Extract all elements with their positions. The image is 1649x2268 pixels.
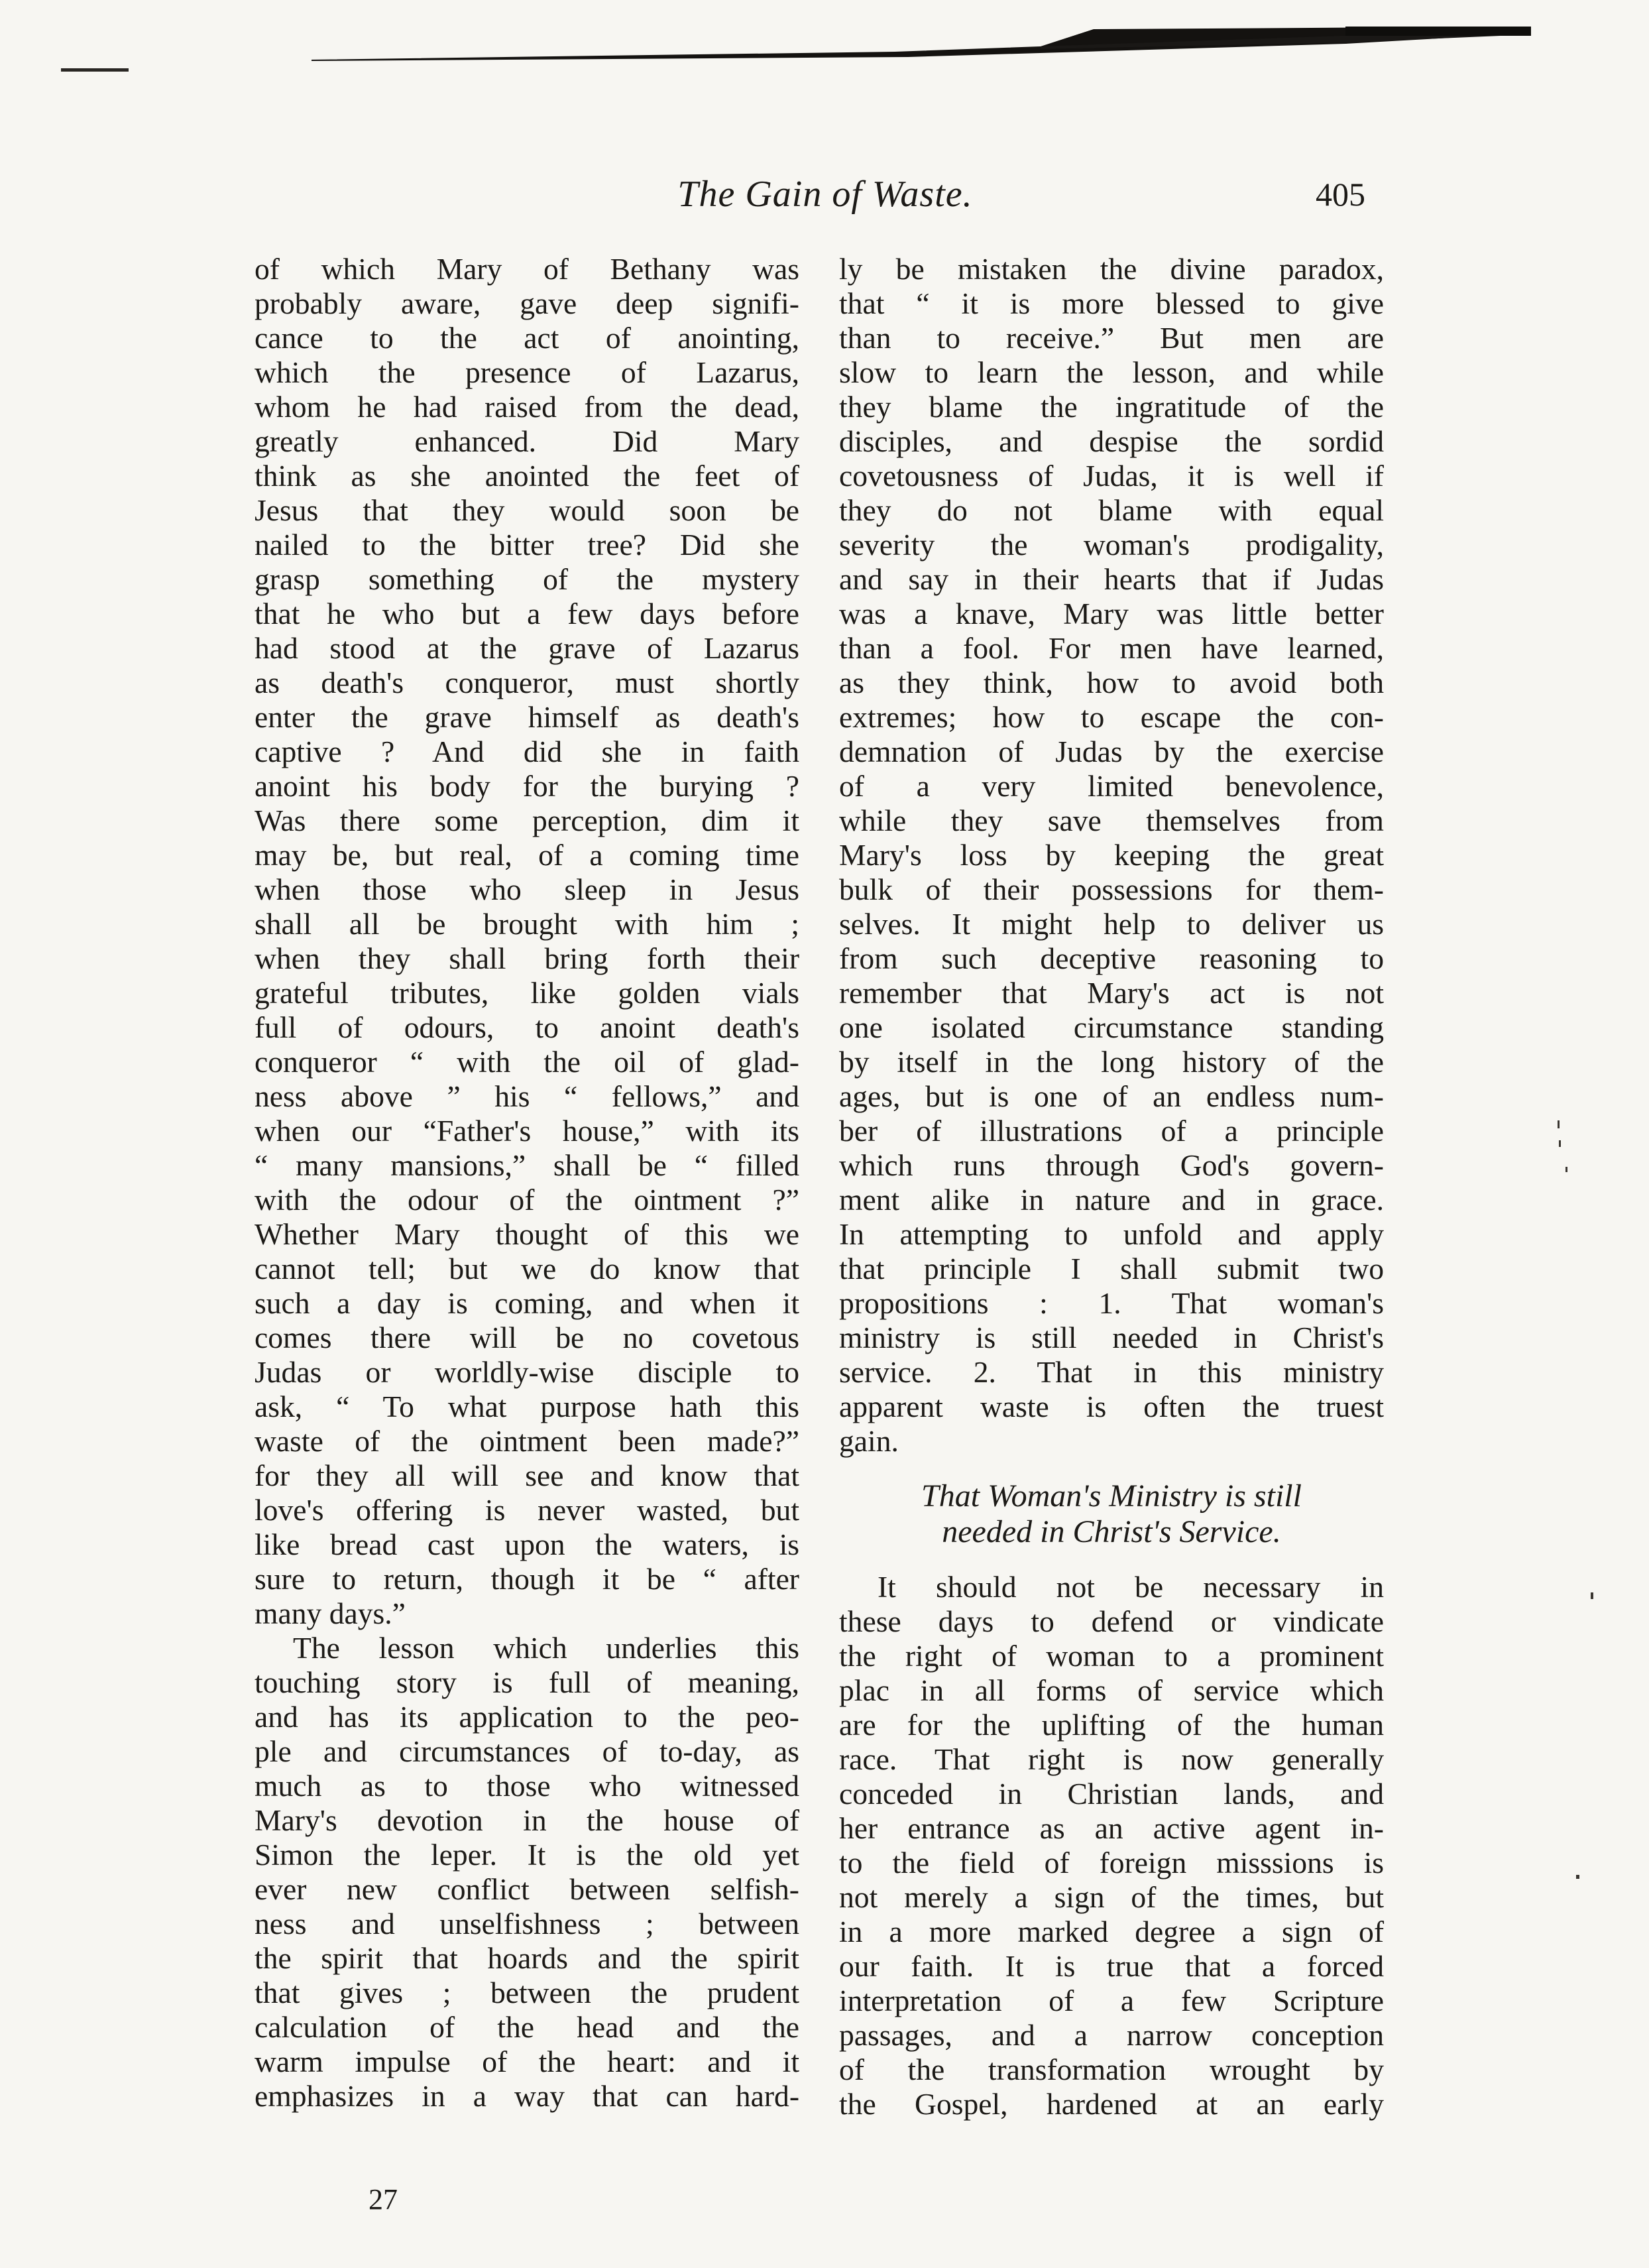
text-line: not merely a sign of the times, but	[839, 1880, 1384, 1914]
text-line: by itself in the long history of the	[839, 1045, 1384, 1079]
text-line: ness and unselfishness ; between	[255, 1907, 799, 1940]
text-line: ber of illustrations of a principle	[839, 1114, 1384, 1148]
text-line: ly be mistaken the divine paradox,	[839, 252, 1384, 286]
running-head	[0, 164, 1649, 224]
scan-speck	[1591, 1592, 1593, 1599]
text-line: sure to return, though it be “ after	[255, 1562, 799, 1596]
text-line: passages, and a narrow conception	[839, 2018, 1384, 2052]
text-line: gain.	[839, 1424, 899, 1458]
text-line: which the presence of Lazarus,	[255, 355, 799, 389]
left-paragraph-1	[255, 252, 799, 1631]
text-line: It should not be necessary in	[878, 1570, 1384, 1604]
text-line: In attempting to unfold and apply	[839, 1217, 1384, 1251]
text-line: than a fool. For men have learned,	[839, 631, 1384, 665]
signature-mark: 27	[369, 2183, 398, 2216]
text-line: anoint his body for the burying ?	[255, 769, 799, 803]
text-line: the spirit that hoards and the spirit	[255, 1941, 799, 1975]
text-line: that “ it is more blessed to give	[839, 286, 1384, 320]
text-line: propositions : 1. That woman's	[839, 1286, 1384, 1320]
text-line: from such deceptive reasoning to	[839, 941, 1384, 975]
text-line: cannot tell; but we do know that	[255, 1252, 799, 1285]
text-line: of the transformation wrought by	[839, 2053, 1384, 2086]
left-paragraph-2	[255, 1631, 799, 2114]
text-line: they blame the ingratitude of the	[839, 390, 1384, 424]
text-line: ages, but is one of an endless num-	[839, 1079, 1384, 1113]
section-heading-line: needed in Christ's Service.	[942, 1514, 1281, 1549]
text-line: Judas or worldly-wise disciple to	[255, 1355, 799, 1389]
text-line: to the field of foreign misssions is	[839, 1846, 1384, 1880]
text-line: plac in all forms of service which	[839, 1673, 1384, 1707]
text-line: these days to defend or vindicate	[839, 1604, 1384, 1638]
text-line: Jesus that they would soon be	[255, 493, 799, 527]
text-line: service. 2. That in this ministry	[839, 1355, 1384, 1389]
scan-speck	[1565, 1167, 1567, 1172]
text-line: her entrance as an active agent in-	[839, 1811, 1384, 1845]
text-line: extremes; how to escape the con-	[839, 700, 1384, 734]
text-line: Simon the leper. It is the old yet	[255, 1838, 799, 1872]
text-line: remember that Mary's act is not	[839, 976, 1384, 1010]
text-line: much as to those who witnessed	[255, 1769, 799, 1803]
text-line: which runs through God's govern-	[839, 1148, 1384, 1182]
text-line: full of odours, to anoint death's	[255, 1010, 799, 1044]
text-line: shall all be brought with him ;	[255, 907, 799, 941]
text-line: Whether Mary thought of this we	[255, 1217, 799, 1251]
text-line: severity the woman's prodigality,	[839, 528, 1384, 562]
text-line: love's offering is never wasted, but	[255, 1493, 799, 1527]
text-line: when our “Father's house,” with its	[255, 1114, 799, 1148]
text-line: comes there will be no covetous	[255, 1321, 799, 1354]
text-line: nailed to the bitter tree? Did she	[255, 528, 799, 562]
text-line: as death's conqueror, must shortly	[255, 666, 799, 699]
right-column	[839, 252, 1384, 2121]
text-line: are for the uplifting of the human	[839, 1708, 1384, 1742]
text-line: one isolated circumstance standing	[839, 1010, 1384, 1044]
text-line: when those who sleep in Jesus	[255, 872, 799, 906]
text-line: of which Mary of Bethany was	[255, 252, 799, 286]
text-line: many days.”	[255, 1596, 406, 1630]
text-line: conceded in Christian lands, and	[839, 1777, 1384, 1811]
text-line: may be, but real, of a coming time	[255, 838, 799, 872]
text-line: like bread cast upon the waters, is	[255, 1527, 799, 1561]
text-line: ment alike in nature and in grace.	[839, 1183, 1384, 1217]
text-line: emphasizes in a way that can hard-	[255, 2079, 799, 2113]
text-line: that principle I shall submit two	[839, 1252, 1384, 1285]
text-line: disciples, and despise the sordid	[839, 424, 1384, 458]
text-line: such a day is coming, and when it	[255, 1286, 799, 1320]
text-line: and has its application to the peo-	[255, 1700, 799, 1734]
text-line: had stood at the grave of Lazarus	[255, 631, 799, 665]
text-line: enter the grave himself as death's	[255, 700, 799, 734]
margin-dash	[61, 68, 129, 72]
text-line: when they shall bring forth their	[255, 941, 799, 975]
text-line: ministry is still needed in Christ's	[839, 1321, 1384, 1354]
text-line: probably aware, gave deep signifi-	[255, 286, 799, 320]
section-gap-top	[839, 1459, 1384, 1478]
text-line: greatly enhanced. Did Mary	[255, 424, 799, 458]
text-line: selves. It might help to deliver us	[839, 907, 1384, 941]
text-line: the right of woman to a prominent	[839, 1639, 1384, 1673]
section-heading-line: That Woman's Ministry is still	[921, 1478, 1302, 1514]
text-line: calculation of the head and the	[255, 2010, 799, 2044]
text-line: while they save themselves from	[839, 804, 1384, 837]
text-line: waste of the ointment been made?”	[255, 1424, 799, 1458]
text-line: they do not blame with equal	[839, 493, 1384, 527]
text-line: grateful tributes, like golden vials	[255, 976, 799, 1010]
right-paragraph-2	[839, 1570, 1384, 2121]
text-line: apparent waste is often the truest	[839, 1390, 1384, 1423]
text-line: as they think, how to avoid both	[839, 666, 1384, 699]
text-line: ness above ” his “ fellows,” and	[255, 1079, 799, 1113]
text-line: captive ? And did she in faith	[255, 735, 799, 768]
text-line: The lesson which underlies this	[293, 1631, 799, 1665]
right-paragraph-1	[839, 252, 1384, 1459]
text-line: cance to the act of anointing,	[255, 321, 799, 355]
text-line: that gives ; between the prudent	[255, 1976, 799, 2009]
text-line: ask, “ To what purpose hath this	[255, 1390, 799, 1423]
section-gap-bottom	[839, 1550, 1384, 1570]
text-line: was a knave, Mary was little better	[839, 597, 1384, 630]
text-line: grasp something of the mystery	[255, 562, 799, 596]
text-line: slow to learn the lesson, and while	[839, 355, 1384, 389]
text-line: think as she anointed the feet of	[255, 459, 799, 493]
text-line: demnation of Judas by the exercise	[839, 735, 1384, 768]
text-line: warm impulse of the heart: and it	[255, 2045, 799, 2078]
scan-speck	[1576, 1875, 1579, 1879]
scan-speck	[1558, 1120, 1560, 1128]
section-heading	[839, 1478, 1384, 1550]
text-line: Mary's devotion in the house of	[255, 1803, 799, 1837]
text-line: race. That right is now generally	[839, 1742, 1384, 1776]
text-line: “ many mansions,” shall be “ filled	[255, 1148, 799, 1182]
text-line: covetousness of Judas, it is well if	[839, 459, 1384, 493]
text-line: conqueror “ with the oil of glad-	[255, 1045, 799, 1079]
text-line: than to receive.” But men are	[839, 321, 1384, 355]
text-line: ple and circumstances of to-day, as	[255, 1734, 799, 1768]
text-line: that he who but a few days before	[255, 597, 799, 630]
text-line: the Gospel, hardened at an early	[839, 2087, 1384, 2121]
text-line: touching story is full of meaning,	[255, 1665, 799, 1699]
text-line: interpretation of a few Scripture	[839, 1984, 1384, 2017]
running-title: The Gain of Waste.	[677, 174, 973, 215]
page-number: 405	[1316, 176, 1365, 213]
text-line: whom he had raised from the dead,	[255, 390, 799, 424]
text-line: Mary's loss by keeping the great	[839, 838, 1384, 872]
text-line: of a very limited benevolence,	[839, 769, 1384, 803]
scan-top-rule	[312, 27, 1531, 68]
text-line: for they all will see and know that	[255, 1459, 799, 1492]
text-line: with the odour of the ointment ?”	[255, 1183, 799, 1217]
text-line: bulk of their possessions for them-	[839, 872, 1384, 906]
text-line: and say in their hearts that if Judas	[839, 562, 1384, 596]
scan-speck	[1559, 1140, 1561, 1147]
left-column	[255, 252, 799, 2114]
text-line: ever new conflict between selfish-	[255, 1872, 799, 1906]
text-line: in a more marked degree a sign of	[839, 1915, 1384, 1948]
text-line: Was there some perception, dim it	[255, 804, 799, 837]
text-line: our faith. It is true that a forced	[839, 1949, 1384, 1983]
